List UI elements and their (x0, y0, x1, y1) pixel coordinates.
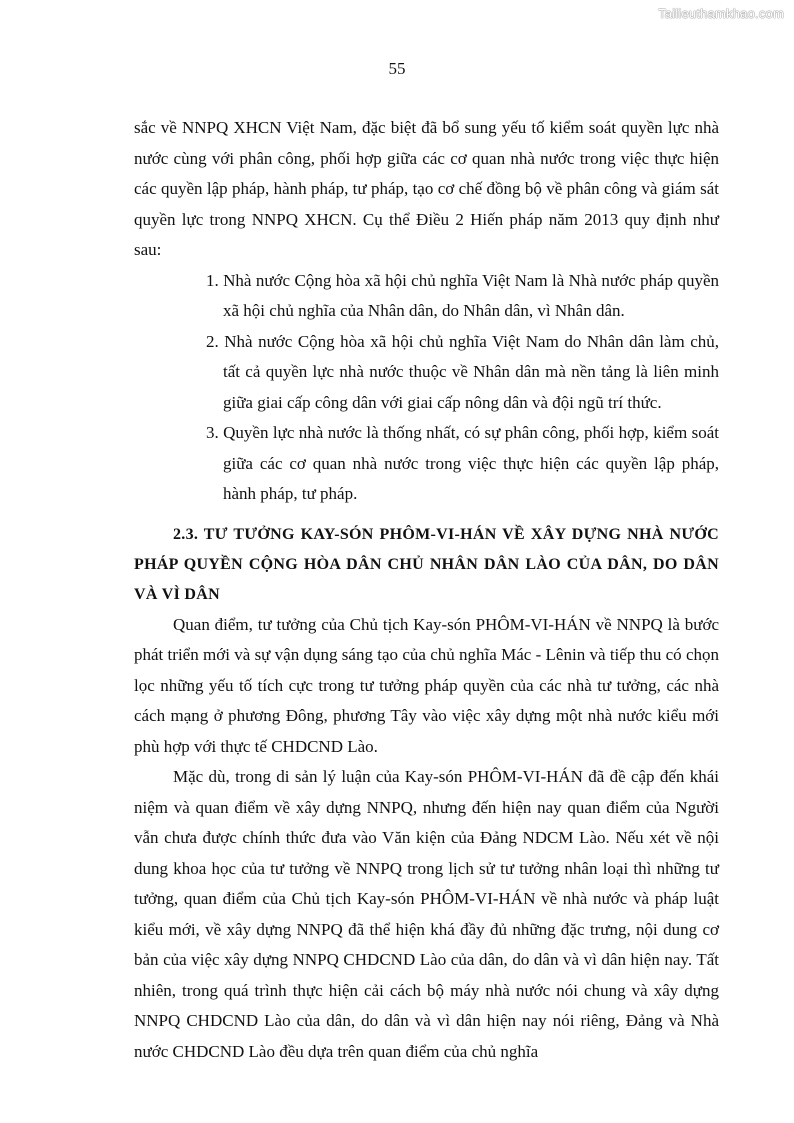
law-item-3: 3. Quyền lực nhà nước là thống nhất, có sự phân công, phối hợp, kiểm soát giữa các cơ quan nhà nước trong việc thực hiện các quyền lập pháp, hành pháp, tư pháp. (206, 423, 719, 503)
section-heading: 2.3. TƯ TƯỞNG KAY-SÓN PHÔM-VI-HÁN VỀ XÂY DỰNG NHÀ NƯỚC PHÁP QUYỀN CỘNG HÒA DÂN CHỦ NHÂN DÂN LÀO CỦA DÂN, DO DÂN VÀ VÌ DÂN (134, 525, 719, 603)
constitution-article-list (134, 266, 719, 510)
intro-paragraph: sắc về NNPQ XHCN Việt Nam, đặc biệt đã bổ sung yếu tố kiểm soát quyền lực nhà nước cùng với phân công, phối hợp giữa các cơ quan nhà nước trong việc thực hiện các quyền lập pháp, hành pháp, tư pháp, tạo cơ chế đồng bộ về phân công và giám sát quyền lực trong NNPQ XHCN. Cụ thể Điều 2 Hiến pháp năm 2013 quy định như sau: (134, 118, 719, 259)
body-paragraph-1: Quan điểm, tư tưởng của Chủ tịch Kay-són PHÔM-VI-HÁN về NNPQ là bước phát triển mới và sự vận dụng sáng tạo của chủ nghĩa Mác - Lênin và tiếp thu có chọn lọc những yếu tố tích cực trong tư tưởng pháp quyền của các nhà tư tưởng, các nhà cách mạng ở phương Đông, phương Tây vào việc xây dựng một nhà nước kiểu mới phù hợp với thực tế CHDCND Lào. (134, 614, 719, 756)
law-item-1: 1. Nhà nước Cộng hòa xã hội chủ nghĩa Việt Nam là Nhà nước pháp quyền xã hội chủ nghĩa của Nhân dân, do Nhân dân, vì Nhân dân. (206, 270, 719, 320)
document-body (134, 113, 719, 1067)
watermark: Tailieuthamkhao.com (658, 6, 784, 21)
law-item-2: 2. Nhà nước Cộng hòa xã hội chủ nghĩa Việt Nam do Nhân dân làm chủ, tất cả quyền lực nhà nước thuộc về Nhân dân mà nền tảng là liên minh giữa giai cấp công dân với giai cấp nông dân và đội ngũ trí thức. (206, 331, 719, 412)
page-number: 55 (388, 59, 406, 78)
body-paragraph-2: Mặc dù, trong di sản lý luận của Kay-són PHÔM-VI-HÁN đã đề cập đến khái niệm và quan điểm về xây dựng NNPQ, nhưng đến hiện nay quan điểm của Người vẫn chưa được chính thức đưa vào Văn kiện của Đảng NDCM Lào. Nếu xét về nội dung khoa học của tư tưởng về NNPQ trong lịch sử tư tưởng nhân loại thì những tư tưởng, quan điểm của Chủ tịch Kay-són PHÔM-VI-HÁN về nhà nước và pháp luật kiểu mới, về xây dựng NNPQ đã thể hiện khá đầy đủ những đặc trưng, nội dung cơ bản của việc xây dựng NNPQ CHDCND Lào của dân, do dân và vì dân hiện nay. Tất nhiên, trong quá trình thực hiện cải cách bộ máy nhà nước nói chung và xây dựng NNPQ CHDCND Lào của dân, do dân và vì dân hiện nay nói riêng, Đảng và Nhà nước CHDCND Lào đều dựa trên quan điểm của chủ nghĩa (134, 767, 719, 1061)
